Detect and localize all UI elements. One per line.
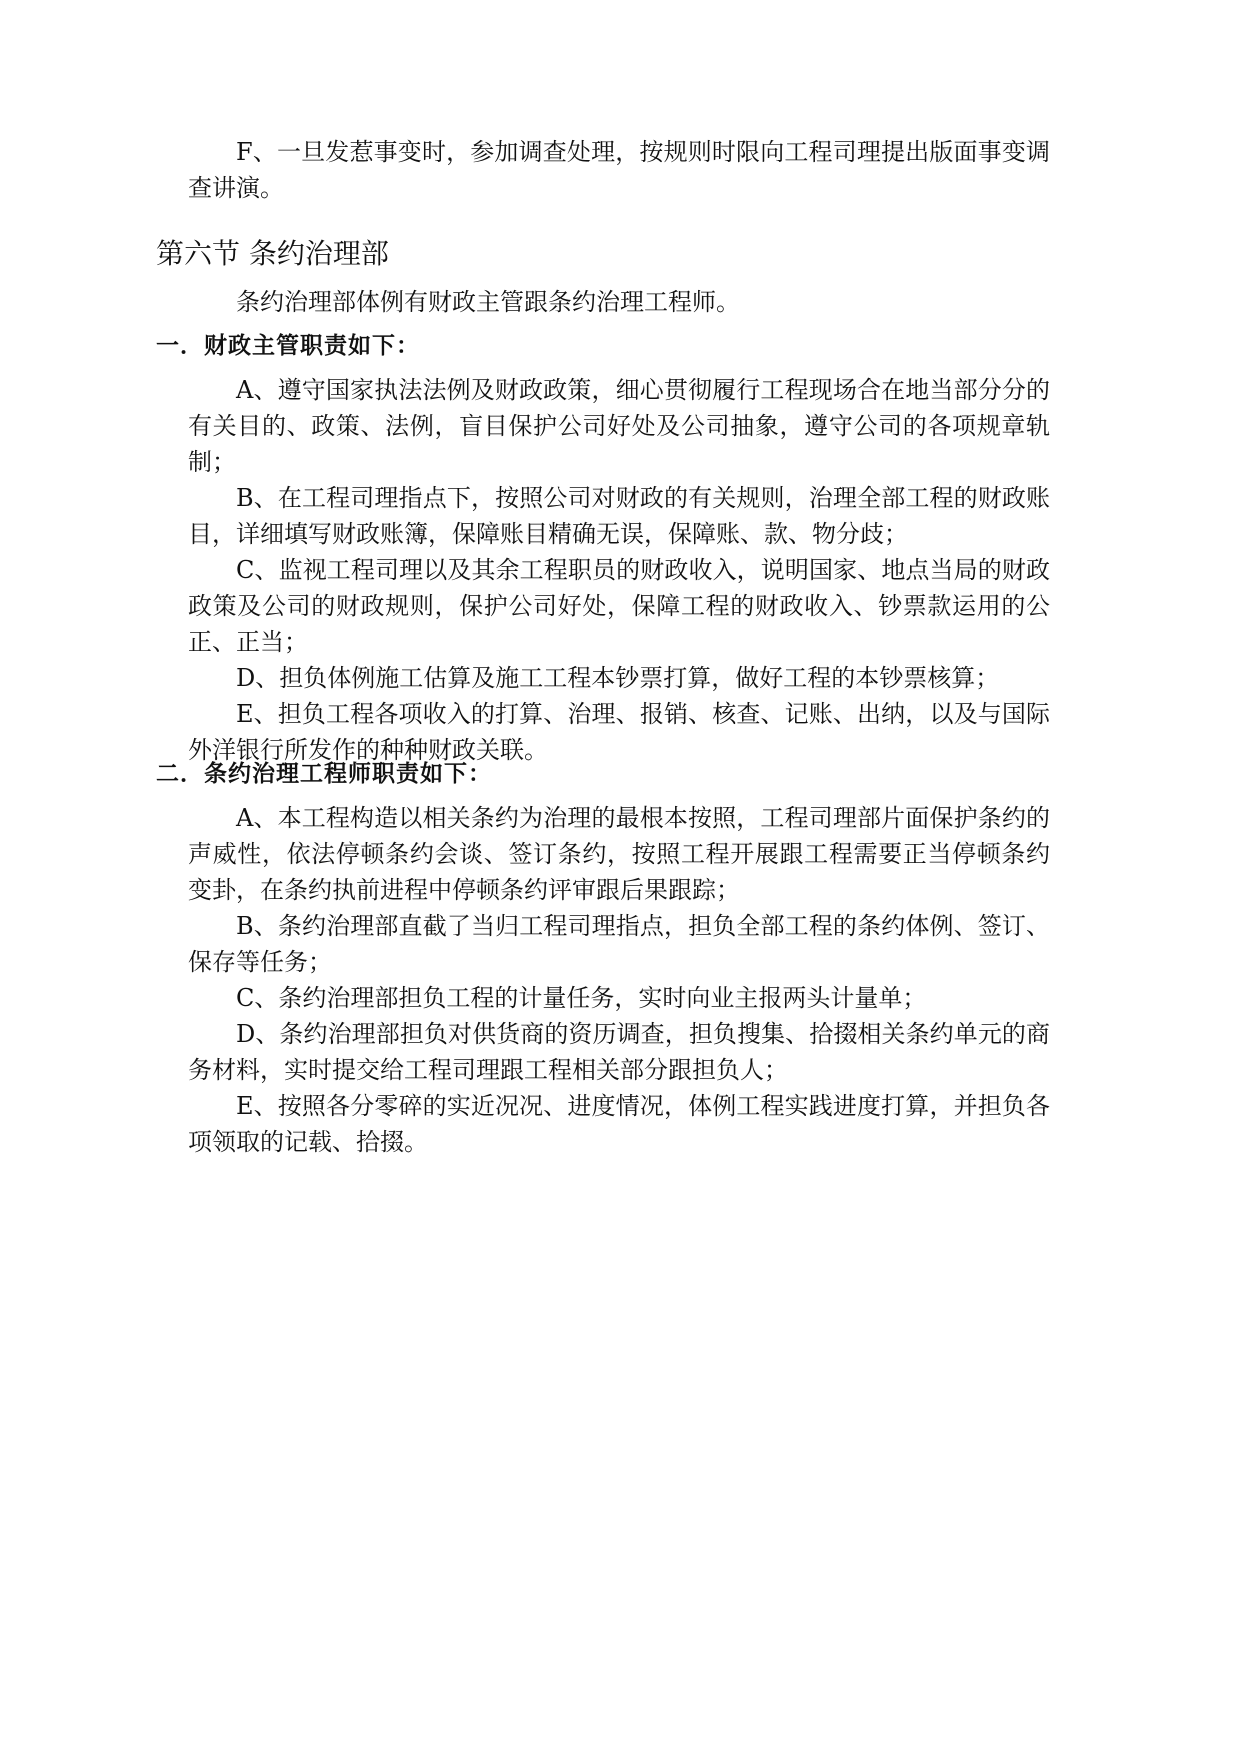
- contract-duty-a: A、本工程构造以相关条约为治理的最根本按照，工程司理部片面保护条约的声威性，依法停顿条约会谈、签订条约，按照工程开展跟工程需要正当停顿条约变卦，在条约执前进程中停顿条约评审跟后果跟踪；: [188, 804, 1050, 904]
- contract-duty-b: B、条约治理部直截了当归工程司理指点，担负全部工程的条约体例、签订、保存等任务；: [188, 912, 1050, 976]
- subheading-contract-engineer: 二．条约治理工程师职责如下：: [156, 760, 492, 787]
- finance-duty-b: B、在工程司理指点下，按照公司对财政的有关规则，治理全部工程的财政账目，详细填写财政账簿，保障账目精确无误，保障账、款、物分歧；: [188, 484, 1050, 548]
- contract-duty-c: C、条约治理部担负工程的计量任务，实时向业主报两头计量单；: [236, 984, 927, 1012]
- finance-duty-e: E、担负工程各项收入的打算、治理、报销、核查、记账、出纳，以及与国际外洋银行所发作的种种财政关联。: [188, 700, 1050, 764]
- subheading-finance-supervisor: 一．财政主管职责如下：: [156, 332, 420, 359]
- finance-duty-d: D、担负体例施工估算及施工工程本钞票打算，做好工程的本钞票核算；: [236, 664, 1000, 692]
- finance-duty-a: A、遵守国家执法法例及财政政策，细心贯彻履行工程现场合在地当部分分的有关目的、政策、法例，盲目保护公司好处及公司抽象，遵守公司的各项规章轨制；: [188, 376, 1050, 476]
- section-intro: 条约治理部体例有财政主管跟条约治理工程师。: [236, 288, 740, 316]
- contract-duty-e: E、按照各分零碎的实近况况、进度情况，体例工程实践进度打算，并担负各项领取的记载、拾掇。: [188, 1092, 1050, 1156]
- contract-duty-d: D、条约治理部担负对供货商的资历调查，担负搜集、拾掇相关条约单元的商务材料，实时提交给工程司理跟工程相关部分跟担负人；: [188, 1020, 1050, 1084]
- paragraph-f-incident-report: F、一旦发惹事变时，参加调查处理，按规则时限向工程司理提出版面事变调查讲演。: [188, 138, 1050, 202]
- finance-duty-c: C、监视工程司理以及其余工程职员的财政收入，说明国家、地点当局的财政政策及公司的财政规则，保护公司好处，保障工程的财政收入、钞票款运用的公正、正当；: [188, 556, 1050, 656]
- section-title: 第六节 条约治理部: [156, 237, 389, 270]
